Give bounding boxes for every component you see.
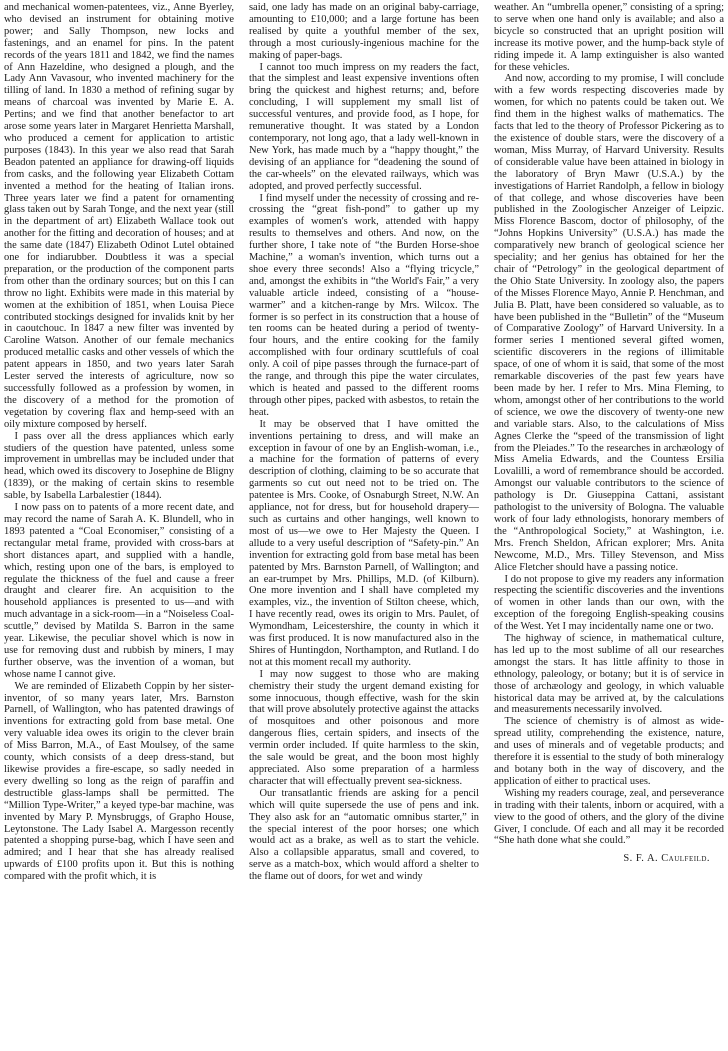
paragraph: I do not propose to give my readers any information respecting the scientific discoveries and the inventions of women in other lands than our own, with the exception of the foregoing English-speaking cousins of the West. Yet I may incidentally name one or two. — [494, 573, 724, 633]
text-column-right — [494, 2, 724, 1047]
document-page — [4, 2, 724, 1047]
text-column-middle — [249, 2, 479, 1047]
paragraph: It may be observed that I have omitted the inventions pertaining to dress, and will make an exception in favour of one by an English-woman, i.e., a machine for the formation of patterns of every description of clothing, claiming to be so accurate that garments so cut out need not to be tried on. The patentee is Mrs. Cooke, of Osnaburgh Street, N.W. An appliance, not for dress, but for household drapery—such as curtains and other hangings, well known to most of us—we owe to Her Majesty the Queen. I allude to a very useful description of “Safety-pin.” An invention for extracting gold from base metal has been patented by Mrs. Barnston Parnell, of Wallington; and an ear-trumpet by Mrs. Phillips, M.D. (of Kilburn). One more invention and I shall have completed my examples, viz., the invention of Stilton cheese, which, I have recently read, owes its origin to Mrs. Paulet, of Wymondham, Leicestershire, the county in which it was first produced. It is now manufactured also in the Shires of Huntingdon, Northampton, and Rutland. I do not at this moment recall my authority. — [249, 418, 479, 668]
paragraph: We are reminded of Elizabeth Coppin by her sister-inventor, of so many years later, Mrs. Barnston Parnell, of Wallington, who has patented drawings of inventions for extracting gold from base metal. One very valuable idea owes its origin to the clever brain of Miss Barron, M.A., of East Moulsey, of the same county, which consists of a deep dress-stand, but likewise provides a fire-escape, so sadly needed in every dwelling so long as the reign of paraffin and destructible glass-lamps shall be permitted. The “Million Type-Writer,” a keyed type-bar machine, was invented by Mary P. Mynsbruggs, of Grapho House, Leytonstone. The Lady Isabel A. Margesson recently patented a shopping purse-bag, which I have seen and admired; and I hear that she has already realised upwards of £100 profits upon it. But this is nothing compared with the profit which, it is — [4, 680, 234, 883]
paragraph: and mechanical women-patentees, viz., Anne Byerley, who devised an instrument for obtaining motive power; and Sally Thompson, new locks and fastenings, and an enamel for pins. In the patent records of the years 1811 and 1842, we find the names of Ann Hazeldine, who designed a plough, and the Lady Ann Vavasour, who invented machinery for the tilling of land. In 1830 a method of refining sugar by means of charcoal was invented by Marie E. A. Pertins; and we find that another benefactor to art arose some years later in Margaret Henrietta Marshall, who produced a cement for application to artistic purposes (1843). In this year we also read that Sarah Beadon patented an appliance for drawing-off liquids from casks, and the following year Elizabeth Cottam invented a method for the heating of Italian irons. Three years later we find a patent for ornamenting glass taken out by Sarah Tonge, and the next year (still in the department of art) Elizabeth Wallace took out another for the fitting and decoration of houses; and at the same date (1847) Elizabeth Odinot Lutel obtained one for indiarubber. Doubtless it was a special preparation, or the production of the component parts from other than the ordinary sources; but on this I can throw no light. Exhibits were made in this material by women at the exhibition of 1851, when Louisa Piece contributed stockings designed for invalids knit by her in caoutchouc. In 1847 a new filter was invented by Caroline Watson. Another of our female mechanics produced metallic casks and other vessels of which the patent appears in 1850, and two years later Sarah Lester served the interests of agriculture, now so successfully followed as a profession by women, in the discovery of a method for the promotion of vegetation by covering flax and hemp-seed with an oily mixture composed by herself. — [4, 2, 234, 430]
text-column-left — [4, 2, 234, 1047]
paragraph: Our transatlantic friends are asking for a pencil which will quite supersede the use of pens and ink. They also ask for an “automatic omnibus starter,” in the special interest of the poor horses; one which would act as a brake, as well as to start the vehicle. Also a collapsible apparatus, small and covered, to serve as a match-box, which would afford a shelter to the flame out of doors, for wet and windy — [249, 787, 479, 883]
paragraph: I may now suggest to those who are making chemistry their study the urgent demand existing for some innocuous, though effective, wash for the skin that will prove absolutely protective against the attacks of mosquitoes and other poisonous and more dangerous flies, certain spiders, and insects of the vermin order included. If quite harmless to the skin, the sale would be great, and the boon most highly appreciated. Also some preparation of a harmless character that will effectually prevent sea-sickness. — [249, 668, 479, 787]
paragraph: The science of chemistry is of almost as wide-spread utility, comprehending the existence, nature, and uses of minerals and of vegetable products; and therefore it is essential to the study of both mineralogy and botany both in the way of discovery, and the application of either to practical uses. — [494, 716, 724, 787]
paragraph: said, one lady has made on an original baby-carriage, amounting to £10,000; and a large fortune has been realised by quite a youthful member of the sex, through a most curiously-ingenious machine for the making of paper-bags. — [249, 2, 479, 61]
paragraph: The highway of science, in mathematical culture, has led up to the most sublime of all our researches amongst the stars. It has little affinity to those in ethnology, paleology, or botany; but it is of service in those of archæology and geology, in which valuable historical data may be arrived at, by the calculations and measurements necessarily involved. — [494, 633, 724, 716]
author-signature: S. F. A. Caulfeild. — [623, 853, 710, 865]
paragraph: And now, according to my promise, I will conclude with a few words respecting discoveries made by women, for which no patents could be taken out. We find them in the highest walks of mathematics. The facts that led to the theory of Professor Pickering as to the existence of double stars, were the discovery of a woman, Miss Murray, of Harvard University. Results of considerable value have been attained in biology in the laboratory of Bryn Mawr (U.S.A.) by the investigations of Harriet Randolph, a fellow in biology of that college, and whose discoveries have been published in the Zoologischer Anzeiger of Leipzic. Miss Florence Bascom, doctor of philosophy, of the “Johns Hopkins University” (U.S.A.) has made the comparatively new branch of geological science her speciality; and her genius has obtained for her the chair of “Petrology” in the geological department of the Ohio State University. In zoology also, the papers of the Misses Florence Mayo, Annie P. Henchman, and Julia B. Platt, have been considered so valuable, as to have been published in the “Bulletin” of the “Museum of Comparative Zoology” of Harvard University. In a former series I mentioned several gifted women, scientific discoverers in the regions of illimitable space, of one of whom it is said, that some of the most remarkable discoveries of the past few years have been made by her. I refer to Mrs. Mina Fleming, to whom, amongst other of her contributions to the world of science, we owe the discovery of twenty-one new and variable stars. Also, to the calculations of Miss Agnes Clerke the “speed of the transmission of light from the Pleiades.” To the researches in archæology of Miss Amelia Edwards, and the Countess Ersilia Lovalilli, a word of remembrance should be accorded. Amongst our valuable contributors to the science of pathology is Dr. Giuseppina Cattani, assistant pathologist to the university of Bologna. The valuable work of four lady ethnologists, honorary members of the “Anthropological Society,” at Washington, i.e. Mrs. French Sheldon, African explorer; Mrs. Anita Newcome, M.D., Mrs. Tilley Stevenson, and Miss Alice Fletcher should have a passing notice. — [494, 73, 724, 573]
paragraph: weather. An “umbrella opener,” consisting of a spring; to serve when one hand only is available; and also a bicycle so constructed that an upright position will increase its motive power, and the hump-back style of riding impede it. A lamp extinguisher is also wanted for these vehicles. — [494, 2, 724, 73]
paragraph: Wishing my readers courage, zeal, and perseverance in trading with their talents, inborn or acquired, with a view to the good of others, and the glory of the divine Giver, I conclude. Of each and all may it be recorded “She hath done what she could.” — [494, 787, 724, 847]
paragraph: I pass over all the dress appliances which early studiers of the question have patented, unless some improvement in umbrellas may be included under that head, which owed its discovery to Josephine de Bligny (1839), or the making of certain skins to resemble sable, by Isabella Larbalestier (1844). — [4, 430, 234, 502]
paragraph: I now pass on to patents of a more recent date, and may record the name of Sarah A. K. Blundell, who in 1893 patented a “Coal Economiser,” consisting of a rectangular metal frame, provided with cross-bars at short distances apart, and supplied with a handle, which, resting upon one of the bars, is employed to regulate the thickness of the fuel and cause a freer draught and clearer fire. An acquisition to the household appliances is presented to us—and with much advantage in a sick-room—in a “Noiseless Coal-scuttle,” devised by Matilda S. Barron in the same year. Likewise, the peculiar shovel which is now in use for removing dust and rubbish by miners, I may further observe, was the invention of a woman, but whose name I cannot give. — [4, 502, 234, 680]
paragraph: I find myself under the necessity of crossing and re-crossing the “great fish-pond” to gather up my examples of women's work, attended with happy results to themselves and others. And now, on the further shore, I take note of “the Burden Horse-shoe Machine,” a woman's invention, which turns out a shoe every three seconds! Also a “flying tricycle,” and, amongst the exhibits in “the World's Fair,” a very valuable article indeed, consisting of a “house-warmer” and a kitchen-range by Mrs. Wilcox. The former is so perfect in its construction that a house of ten rooms can be heated during a period of twenty-four hours, and the entire cooking for the family accomplished with four ordinary scuttlefuls of coal only. A coil of pipe passes through the furnace-part of the range, and through this pipe the water circulates, which is heated and passed to the different rooms through other pipes, packed with asbestos, to retain the heat. — [249, 192, 479, 418]
paragraph: I cannot too much impress on my readers the fact, that the simplest and least expensive inventions often bring the quickest and highest returns; and, before concluding, I will supplement my small list of successful ventures, and provide food, as I hope, for remunerative thought. It was stated by a London contemporary, not long ago, that a lady well-known in New York, has made much by a “happy thought,” the devising of an appliance for “deadening the sound of the car-wheels” on the elevated railways, which was adopted, and proved perfectly successful. — [249, 61, 479, 192]
